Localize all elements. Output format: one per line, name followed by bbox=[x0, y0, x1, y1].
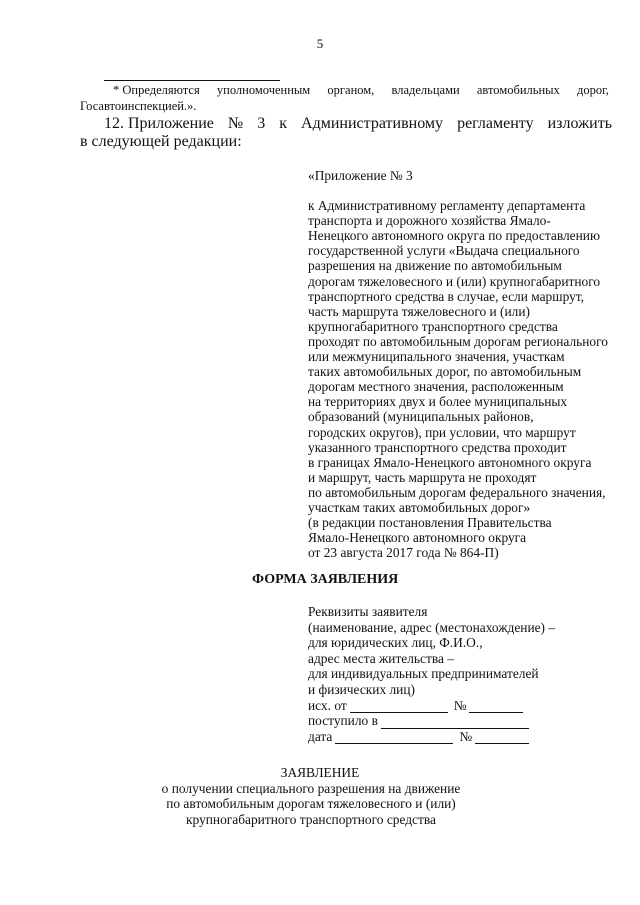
footnote-divider bbox=[104, 80, 280, 81]
appendix-line: транспорта и дорожного хозяйства Ямало- bbox=[308, 213, 551, 229]
appendix-line: разрешения на движение по автомобильным bbox=[308, 258, 562, 274]
appendix-header bbox=[308, 168, 608, 560]
requisites-line: для юридических лиц, Ф.И.О., bbox=[308, 635, 483, 651]
appendix-line: и маршрут, часть маршрута не проходят bbox=[308, 469, 537, 485]
requisites-line: адрес места жительства – bbox=[308, 650, 454, 666]
appendix-line: дорогам местного значения, расположенным bbox=[308, 379, 564, 395]
footnote-line-2: Госавтоинспекцией.». bbox=[80, 99, 197, 113]
paragraph-12-line-1 bbox=[104, 115, 612, 133]
number-sign: № bbox=[459, 728, 473, 744]
appendix-line: от 23 августа 2017 года № 864-П) bbox=[308, 545, 499, 561]
appendix-title: «Приложение № 3 bbox=[308, 168, 413, 183]
appendix-line: Ямало-Ненецкого автономного округа bbox=[308, 530, 527, 546]
outgoing-label: исх. от bbox=[308, 697, 347, 713]
appendix-line: крупногабаритного транспортного средства bbox=[308, 318, 558, 334]
appendix-line: указанного транспортного средства проходит bbox=[308, 439, 567, 455]
footnote-word: органом, bbox=[327, 83, 375, 97]
appendix-line: на территориях двух и более муниципальных bbox=[308, 394, 568, 410]
appendix-line: в границах Ямало-Ненецкого автономного округа bbox=[308, 454, 592, 470]
appendix-line: участкам таких автомобильных дорог» bbox=[308, 499, 531, 515]
footnote-word: * Определяются bbox=[113, 83, 200, 97]
appendix-line: дорогам тяжеловесного и (или) крупногабаритного bbox=[308, 273, 601, 289]
footnote-line-1 bbox=[113, 83, 609, 98]
appendix-line: таких автомобильных дорог, по автомобильным bbox=[308, 364, 582, 380]
outgoing-row bbox=[308, 698, 555, 714]
footnote-word: дорог, bbox=[576, 83, 609, 97]
footnote-word: уполномоченным bbox=[216, 83, 311, 97]
received-field[interactable] bbox=[381, 717, 529, 729]
date-field[interactable] bbox=[335, 732, 453, 744]
statement-line: крупногабаритного транспортного средства bbox=[186, 811, 436, 827]
requisites-line: (наименование, адрес (местонахождение) – bbox=[308, 619, 556, 635]
requisites-line: и физических лиц) bbox=[308, 681, 415, 697]
paragraph-12-line-2: в следующей редакции: bbox=[80, 133, 242, 150]
appendix-line: государственной услуги «Выдача специального bbox=[308, 243, 580, 259]
footnote-word: владельцами bbox=[391, 83, 460, 97]
appendix-line: или межмуниципального значения, участкам bbox=[308, 349, 565, 365]
received-row bbox=[308, 713, 555, 729]
requisites-line: Реквизиты заявителя bbox=[308, 604, 428, 619]
statement-line: о получении специального разрешения на движение bbox=[161, 780, 461, 796]
appendix-line: к Административному регламенту департамента bbox=[308, 198, 586, 214]
outgoing-date-field[interactable] bbox=[350, 701, 448, 713]
paragraph-word: к bbox=[279, 115, 288, 132]
appendix-line: городских округов), при условии, что маршрут bbox=[308, 424, 576, 440]
paragraph-word: 3 bbox=[257, 115, 266, 132]
date-label: дата bbox=[308, 728, 333, 744]
footnote-word: автомобильных bbox=[476, 83, 560, 97]
paragraph-word: изложить bbox=[547, 115, 612, 132]
page-number: 5 bbox=[316, 36, 324, 51]
paragraph-word: № bbox=[227, 115, 244, 132]
date-number-field[interactable] bbox=[475, 732, 529, 744]
appendix-line: проходят по автомобильным дорогам регионального bbox=[308, 333, 608, 349]
appendix-line: часть маршрута тяжеловесного и (или) bbox=[308, 303, 530, 319]
date-row bbox=[308, 729, 555, 745]
appendix-line: образований (муниципальных районов, bbox=[308, 409, 534, 425]
statement-heading bbox=[0, 765, 640, 827]
paragraph-word: Административному bbox=[301, 115, 444, 132]
received-label: поступило в bbox=[308, 713, 378, 729]
outgoing-number-field[interactable] bbox=[469, 701, 523, 713]
statement-line: по автомобильным дорогам тяжеловесного и (или) bbox=[166, 796, 456, 812]
requisites-line: для индивидуальных предпринимателей bbox=[308, 666, 539, 682]
appendix-line: по автомобильным дорогам федерального значения, bbox=[308, 484, 606, 500]
applicant-requisites bbox=[308, 604, 555, 744]
appendix-line: Ненецкого автономного округа по предоставлению bbox=[308, 228, 600, 244]
paragraph-word: 12. Приложение bbox=[104, 115, 214, 132]
statement-title: ЗАЯВЛЕНИЕ bbox=[280, 765, 360, 780]
paragraph-word: регламенту bbox=[457, 115, 534, 132]
appendix-line: транспортного средства в случае, если маршрут, bbox=[308, 288, 584, 304]
appendix-line: (в редакции постановления Правительства bbox=[308, 515, 552, 531]
form-title: ФОРМА ЗАЯВЛЕНИЯ bbox=[252, 572, 399, 587]
number-sign: № bbox=[453, 697, 467, 713]
